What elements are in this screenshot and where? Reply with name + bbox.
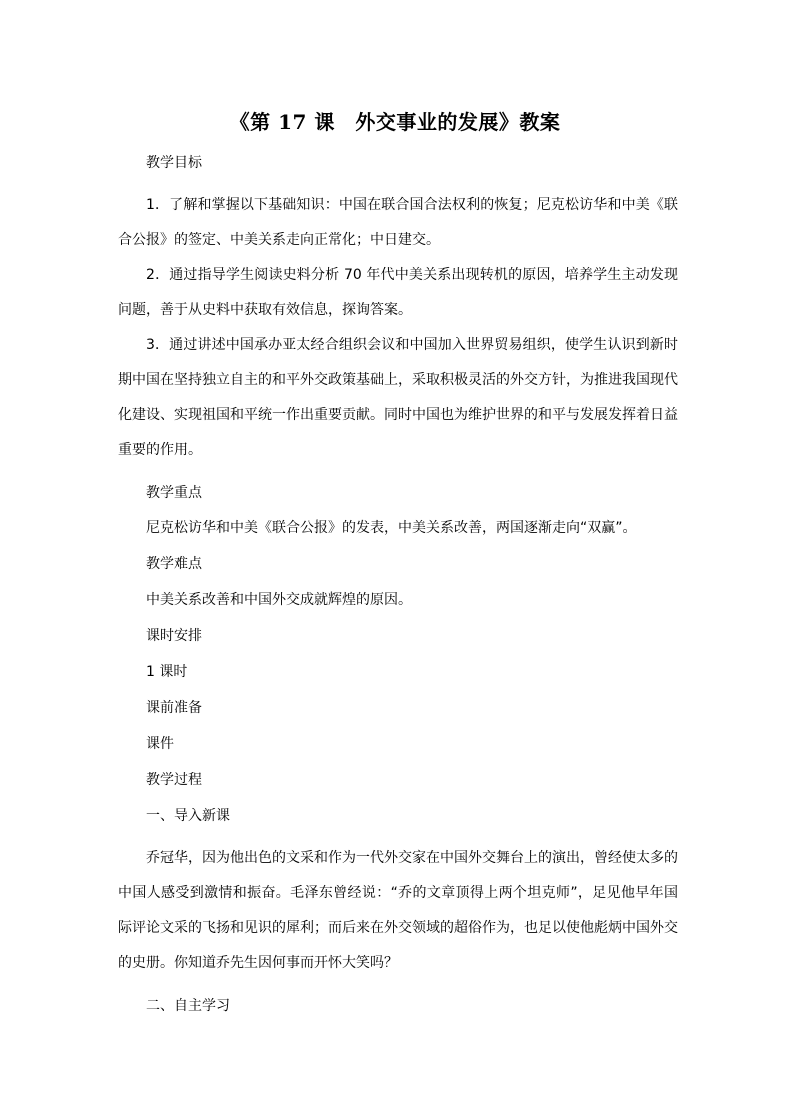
prep-heading: 课前准备: [146, 700, 202, 716]
objectives-heading: 教学目标: [146, 155, 202, 171]
schedule-heading: 课时安排: [146, 628, 202, 644]
prep-text: 课件: [146, 736, 174, 752]
document-body: [118, 153, 678, 1016]
process-step-2: 二、自主学习: [146, 998, 230, 1014]
objective-3: 3．通过讲述中国承办亚太经合组织会议和中国加入世界贸易组织，使学生认识到新时期中国在坚持独立自主的和平外交政策基础上，采取积极灵活的外交方针，为推进我国现代化建设、实现祖国和平统一作出重要贡献。同时中国也为维护世界的和平与发展发挥着日益重要的作用。: [118, 337, 678, 458]
difficulty-heading: 教学难点: [146, 556, 202, 572]
schedule-text: 1 课时: [146, 664, 188, 680]
process-heading: 教学过程: [146, 772, 202, 788]
document-title: 《第 17 课 外交事业的发展》教案: [229, 110, 561, 134]
intro-text: 乔冠华，因为他出色的文采和作为一代外交家在中国外交舞台上的演出，曾经使太多的中国人感受到激情和振奋。毛泽东曾经说：“乔的文章顶得上两个坦克师”，足见他早年国际评论文采的飞扬和见识的犀利；而后来在外交领域的超俗作为，也足以使他彪炳中国外交的史册。你知道乔先生因何事而开怀大笑吗？: [118, 850, 678, 971]
key-points-heading: 教学重点: [146, 485, 202, 501]
difficulty-text: 中美关系改善和中国外交成就辉煌的原因。: [146, 592, 412, 608]
objective-2: 2．通过指导学生阅读史料分析 70 年代中美关系出现转机的原因，培养学生主动发现问题，善于从史料中获取有效信息，探询答案。: [118, 267, 678, 318]
process-step-1: 一、导入新课: [146, 808, 230, 824]
objective-1: 1．了解和掌握以下基础知识：中国在联合国合法权利的恢复；尼克松访华和中美《联合公报》的签定、中美关系走向正常化；中日建交。: [118, 197, 678, 248]
key-points-text: 尼克松访华和中美《联合公报》的发表，中美关系改善，两国逐渐走向“双赢”。: [146, 520, 637, 536]
